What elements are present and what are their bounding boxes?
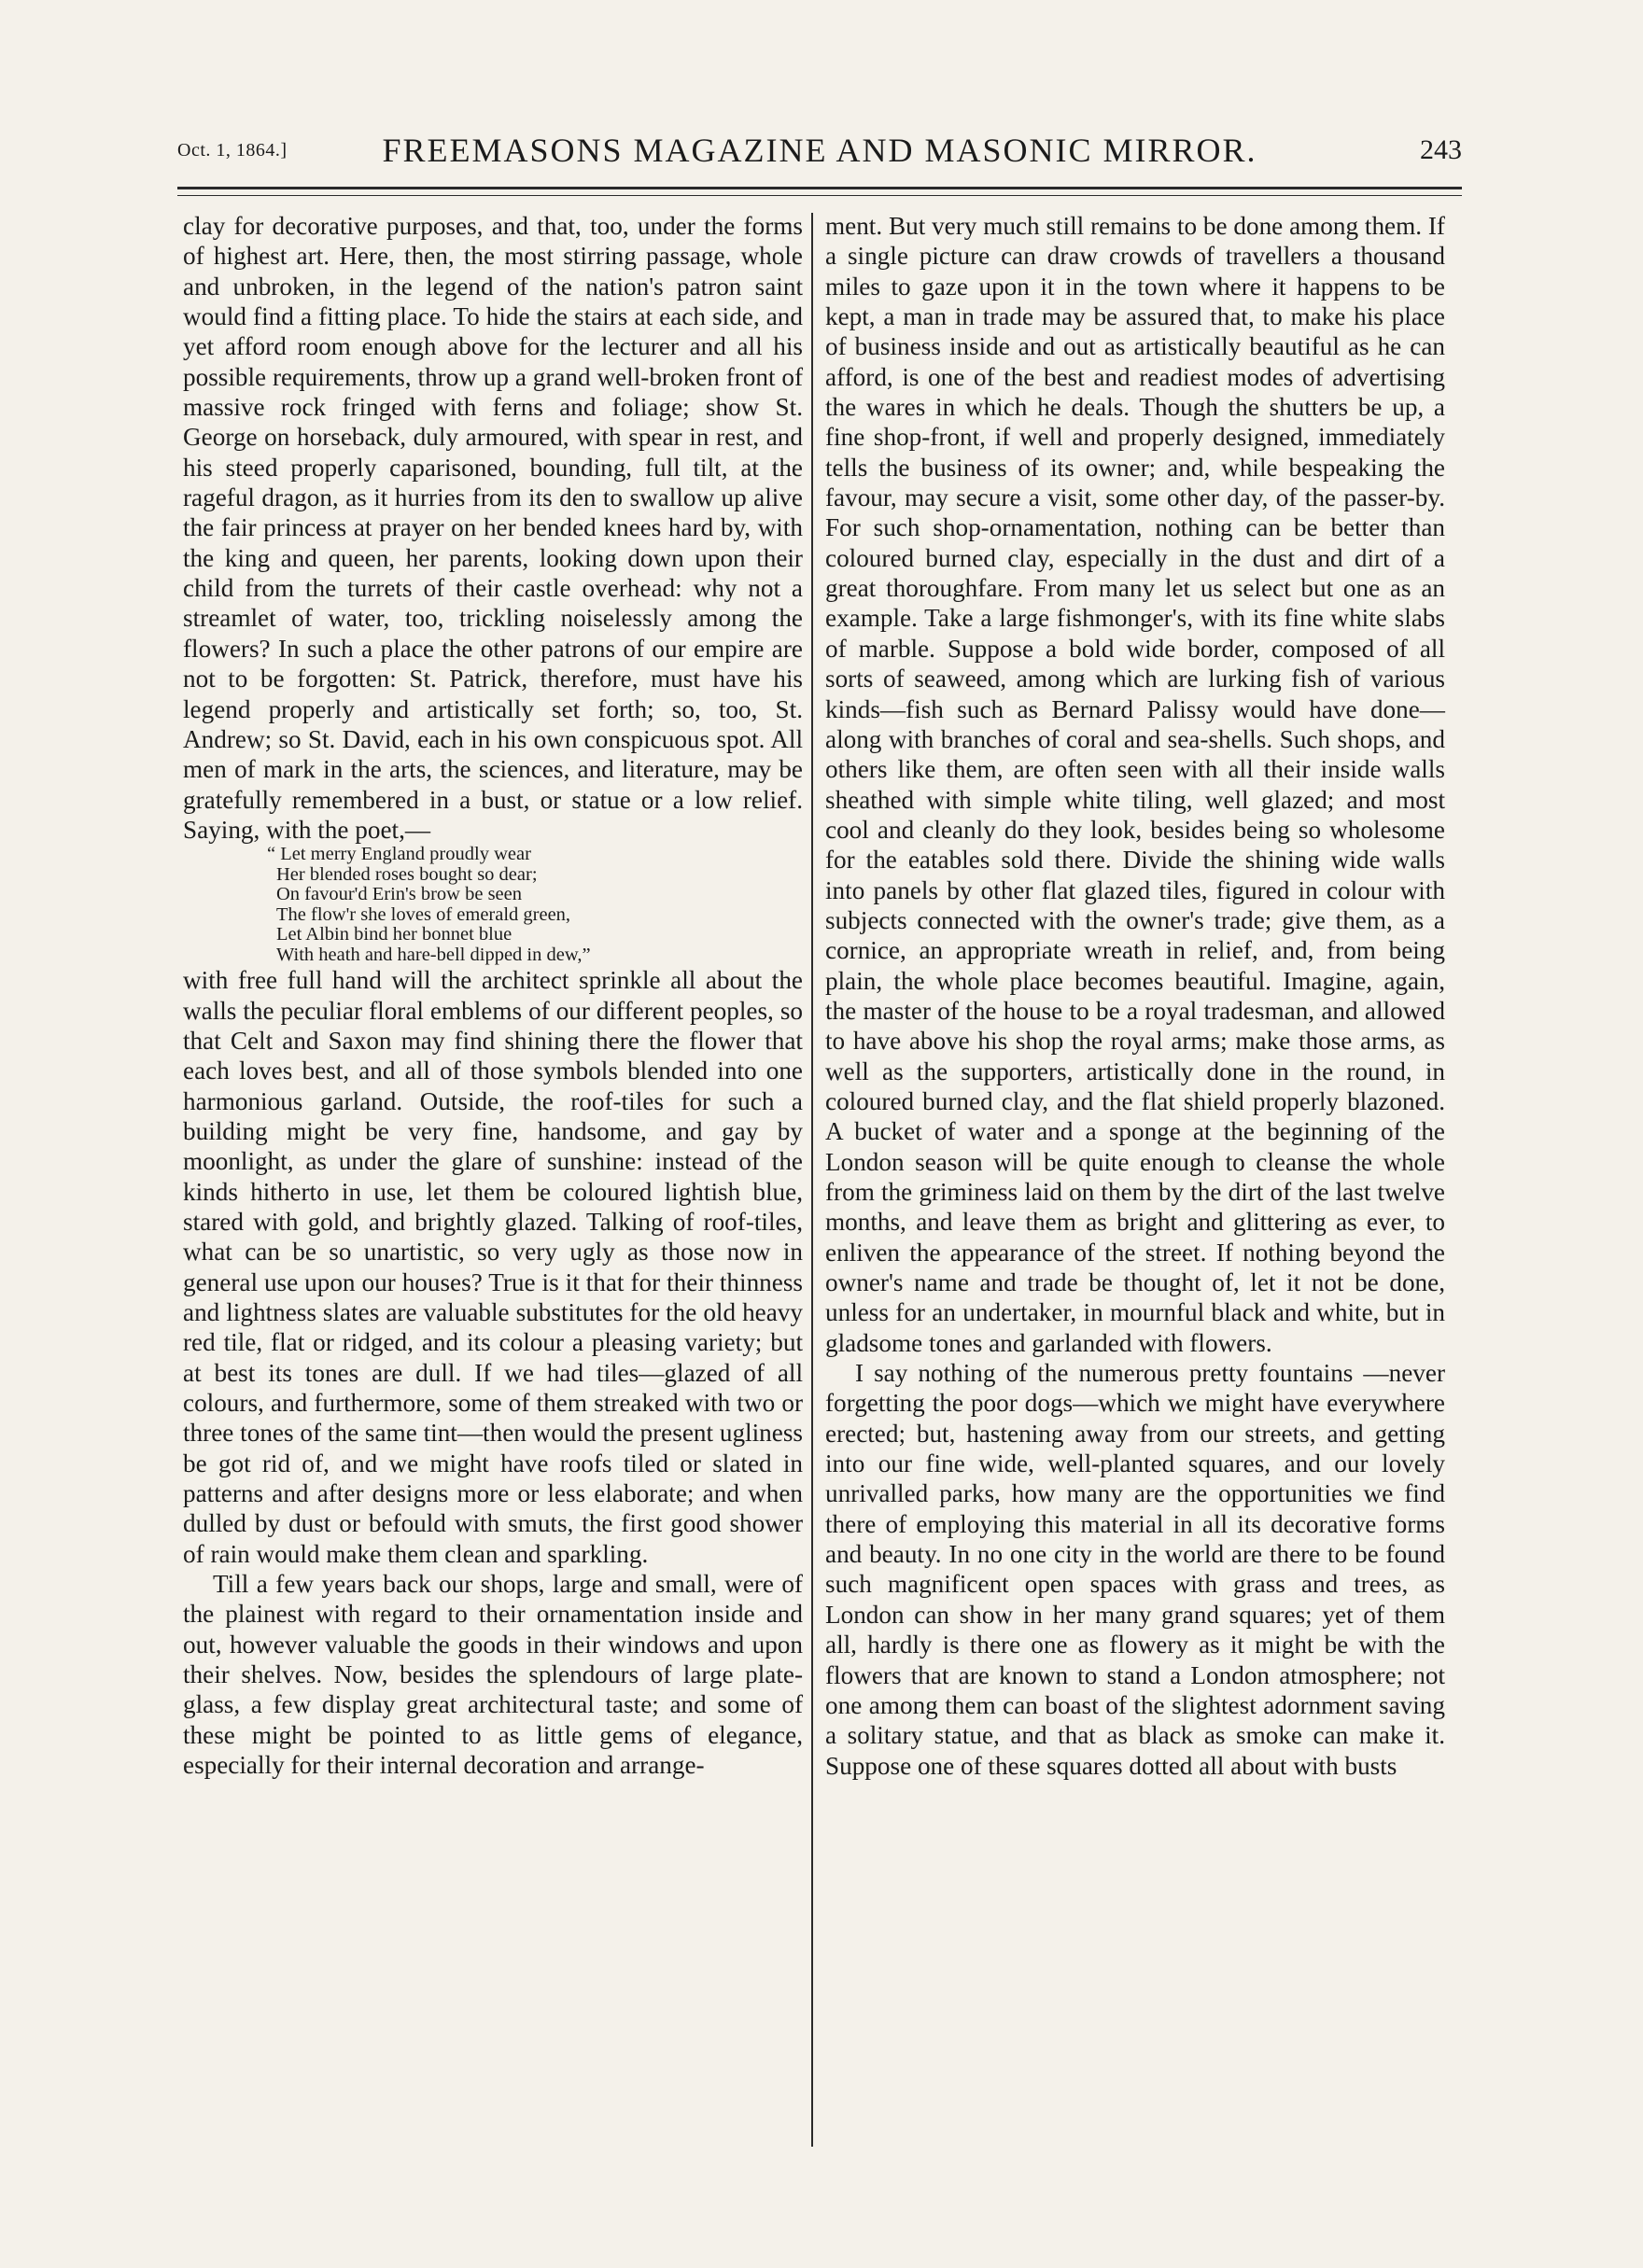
- verse-line: Let Albin bind her bonnet blue: [276, 924, 513, 945]
- column-divider: [811, 213, 813, 2147]
- verse-line: “ Let merry England proudly wear: [267, 844, 531, 865]
- verse-line: With heath and hare-bell dipped in dew,”: [276, 944, 591, 965]
- right-column: [825, 211, 1445, 1781]
- right-paragraph-2: I say nothing of the numerous pretty fountains —never forgetting the poor dogs—which we might have everywhere erected; but, hastening away from our streets, and getting into our fine wide, well-planted squares, and our lovely unrivalled parks, how many are the opportunities we find there of employing this material in all its decorative forms and beauty. In no one city in the world are there to be found such magnificent open spaces with grass and trees, as London can show in her many grand squares; yet of them all, hardly is there one as flowery as it might be with the flowers that are known to stand a London atmosphere; not one among them can boast of the slightest adornment saving a solitary statue, and that as black as smoke can make it. Suppose one of these squares dotted all about with busts: [825, 1359, 1445, 1780]
- verse-line: Her blended roses bought so dear;: [276, 863, 538, 885]
- left-paragraph-3: Till a few years back our shops, large and small, were of the plainest with regard to their ornamentation inside and out, however valuable the goods in their windows and upon their shelves. Now, besides the splendours of large plate-glass, a few display great architectural taste; and some of these might be pointed to as little gems of elegance, especially for their internal decoration and arrange-: [183, 1570, 803, 1780]
- poem-quotation: [183, 845, 803, 965]
- verse-line: The flow'r she loves of emerald green,: [276, 903, 571, 925]
- left-paragraph-1: clay for decorative purposes, and that, too, under the forms of highest art. Here, then, the most stirring passage, whole and unbroken, in the legend of the nation's patron saint would find a fitting place. To hide the stairs at each side, and yet afford room enough above for the lecturer and all his possible requirements, throw up a grand well-broken front of massive rock fringed with ferns and foliage; show St. George on horseback, duly armoured, with spear in rest, and his steed properly caparisoned, bounding, full tilt, at the rageful dragon, as it hurries from its den to swallow up alive the fair princess at prayer on her bended knees hard by, with the king and queen, her parents, looking down upon their child from the turrets of their castle overhead: why not a streamlet of water, too, trickling noiselessly among the flowers? In such a place the other patrons of our empire are not to be forgotten: St. Patrick, therefore, must have his legend properly and artistically set forth; so, too, St. Andrew; so St. David, each in his own conspicuous spot. All men of mark in the arts, the sciences, and literature, may be gratefully remembered in a bust, or statue or a low relief. Saying, with the poet,—: [183, 212, 803, 844]
- page-number: 243: [1420, 134, 1462, 165]
- publication-title: FREEMASONS MAGAZINE AND MASONIC MIRROR.: [382, 132, 1257, 169]
- header-rule-thin: [177, 195, 1462, 196]
- header-rule-thick: [177, 187, 1462, 189]
- issue-date: Oct. 1, 1864.]: [177, 140, 288, 161]
- left-column: [183, 211, 803, 1781]
- right-paragraph-1: ment. But very much still remains to be done among them. If a single picture can draw crowds of travellers a thousand miles to gaze upon it in the town where it happens to be kept, a man in trade may be assured that, to make his place of business inside and out as artistically beautiful as he can afford, is one of the best and readiest modes of advertising the wares in which he deals. Though the shutters be up, a fine shop-front, if well and properly designed, immediately tells the business of its owner; and, while bespeaking the favour, may secure a visit, some other day, of the passer-by. For such shop-ornamentation, nothing can be better than coloured burned clay, especially in the dust and dirt of a great thoroughfare. From many let us select but one as an example. Take a large fishmonger's, with its fine white slabs of marble. Suppose a bold wide border, composed of all sorts of seaweed, among which are lurking fish of various kinds—fish such as Bernard Palissy would have done—along with branches of coral and sea-shells. Such shops, and others like them, are often seen with all their inside walls sheathed with simple white tiling, well glazed; and most cool and cleanly do they look, besides being so wholesome for the eatables sold there. Divide the shining wide walls into panels by other flat glazed tiles, figured in colour with subjects connected with the owner's trade; give them, as a cornice, an appropriate wreath in relief, and, from being plain, the whole place becomes beautiful. Imagine, again, the master of the house to be a royal tradesman, and allowed to have above his shop the royal arms; make those arms, as well as the supporters, artistically done in the round, in coloured burned clay, and the flat shield properly blazoned. A bucket of water and a sponge at the beginning of the London season will be quite enough to cleanse the whole from the griminess laid on them by the dirt of the last twelve months, and leave them as bright and glittering as ever, to enliven the appearance of the street. If nothing beyond the owner's name and trade be thought of, let it not be done, unless for an undertaker, in mournful black and white, but in gladsome tones and garlanded with flowers.: [825, 212, 1445, 1357]
- verse-line: On favour'd Erin's brow be seen: [276, 884, 522, 905]
- page-header: [177, 131, 1462, 172]
- left-paragraph-2: with free full hand will the architect sprinkle all about the walls the peculiar floral emblems of our different peoples, so that Celt and Saxon may find shining there the flower that each loves best, and all of those symbols blended into one harmonious garland. Outside, the roof-tiles for such a building might be very fine, handsome, and gay by moonlight, as under the glare of sunshine: instead of the kinds hitherto in use, let them be coloured lightish blue, stared with gold, and brightly glazed. Talking of roof-tiles, what can be so unartistic, so very ugly as those now in general use upon our houses? True is it that for their thinness and lightness slates are valuable substitutes for the old heavy red tile, flat or ridged, and its colour a pleasing variety; but at best its tones are dull. If we had tiles—glazed of all colours, and furthermore, some of them streaked with two or three tones of the same tint—then would the present ugliness be got rid of, and we might have roofs tiled or slated in patterns and after designs more or less elaborate; and when dulled by dust or befould with smuts, the first good shower of rain would make them clean and sparkling.: [183, 966, 803, 1568]
